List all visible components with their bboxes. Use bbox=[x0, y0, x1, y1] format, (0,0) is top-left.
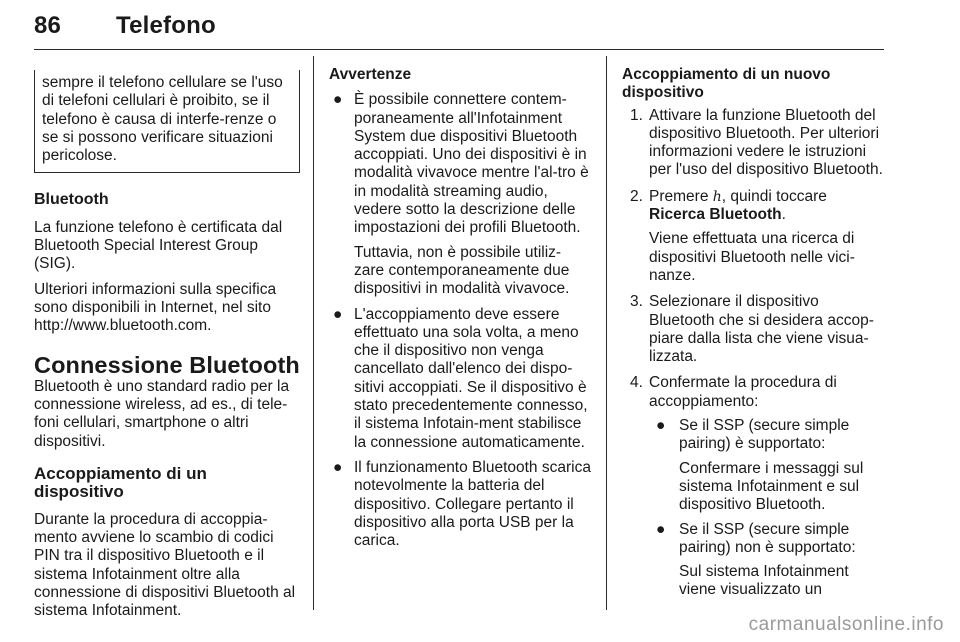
ssp-unsupported-action: Sul sistema Infotainment viene visualizzato un bbox=[679, 563, 849, 599]
bluetooth-paragraph-1: La funzione telefono è certificata dal Bluetooth Special Interest Group (SIG). bbox=[34, 218, 283, 273]
bullet-icon: ● bbox=[656, 417, 666, 435]
page-title: Telefono bbox=[116, 12, 216, 39]
new-device-heading: Accoppiamento di un nuovo dispositivo bbox=[622, 66, 831, 102]
connessione-paragraph: Bluetooth è uno standard radio per la connessione wireless, ad es., di tele-foni cellulari, smartphone o altri dispositivi. bbox=[34, 377, 290, 450]
step-2-text bbox=[649, 188, 888, 225]
note-2-text: L'accoppiamento deve essere effettuato una sola volta, a meno che il dispositivo non venga cancellato dall'elenco dei dispo-sitivi accoppiati. Se il dispositivo è stato precedentemente connesso, il sistema Infotain-ment stabilisce la connessione automaticamente. bbox=[354, 305, 588, 451]
step-2-mid: , quindi toccare bbox=[721, 187, 827, 205]
step-4 bbox=[622, 374, 888, 599]
accoppiamento-heading: Accoppiamento di un dispositivo bbox=[34, 464, 207, 502]
step-3 bbox=[622, 293, 888, 366]
column-1 bbox=[34, 70, 300, 627]
step-number: 4. bbox=[630, 374, 643, 392]
warning-text: sempre il telefono cellulare se l'uso di telefoni cellulari è proibito, se il telefono è causa di interfe-renze o se si possono verificare situazioni pericolose. bbox=[42, 74, 283, 165]
bullet-icon: ● bbox=[656, 520, 666, 538]
list-item bbox=[329, 459, 591, 550]
bullet-icon: ● bbox=[333, 91, 343, 109]
step-number: 2. bbox=[630, 187, 643, 205]
note-3-text: Il funzionamento Bluetooth scarica notevolmente la batteria del dispositivo. Collegare pertanto il dispositivo alla porta USB per la carica. bbox=[354, 458, 591, 550]
column-3 bbox=[622, 66, 888, 608]
ssp-supported-action: Confermare i messaggi sul sistema Infotainment e sul dispositivo Bluetooth. bbox=[679, 459, 864, 514]
ssp-supported-text: Se il SSP (secure simple pairing) è supportato: bbox=[679, 417, 850, 453]
notes-label: Avvertenze bbox=[329, 66, 412, 83]
header-rule bbox=[34, 49, 884, 50]
phone-icon: ℎ bbox=[712, 188, 722, 205]
list-item bbox=[329, 306, 591, 452]
step-1 bbox=[622, 107, 888, 180]
bluetooth-paragraph-2: Ulteriori informazioni sulla specifica sono disponibili in Internet, nel sito http://www.bluetooth.com. bbox=[34, 280, 277, 335]
accoppiamento-paragraph: Durante la procedura di accoppia-mento avviene lo scambio di codici PIN tra il dispositivo Bluetooth e il sistema Infotainment oltre alla connessione di dispositivi Bluetooth al sistema Infotainment. bbox=[34, 510, 296, 620]
step-2 bbox=[622, 188, 888, 285]
page-header bbox=[34, 12, 216, 40]
step-2-end: . bbox=[781, 206, 786, 224]
ricerca-bluetooth-label: Ricerca Bluetooth bbox=[649, 206, 782, 224]
list-item bbox=[329, 91, 591, 298]
warning-box bbox=[34, 70, 300, 173]
bullet-icon: ● bbox=[333, 305, 343, 323]
bluetooth-heading: Bluetooth bbox=[34, 191, 109, 209]
step-number: 1. bbox=[630, 106, 643, 124]
list-item bbox=[649, 521, 888, 600]
note-1-text-2: Tuttavia, non è possibile utiliz-zare contemporaneamente due dispositivi in modalità vivavoce. bbox=[354, 243, 570, 298]
page-number: 86 bbox=[34, 12, 62, 39]
column-divider-2 bbox=[606, 56, 607, 610]
note-1-text: È possibile connettere contem-poraneamente all'Infotainment System due dispositivi Bluetooth accoppiati. Uno dei dispositivi è in modalità vivavoce mentre l'al-tro è in modalità streaming audio, vedere sotto la descrizione delle impostazioni dei profili Bluetooth. bbox=[354, 91, 589, 237]
list-item bbox=[649, 417, 888, 514]
watermark: carmanualsonline.info bbox=[748, 614, 944, 635]
connessione-heading: Connessione Bluetooth bbox=[34, 351, 300, 378]
column-2 bbox=[329, 66, 591, 557]
bullet-icon: ● bbox=[333, 458, 343, 476]
step-2-pre: Premere bbox=[649, 187, 713, 205]
step-3-text: Selezionare il dispositivo Bluetooth che si desidera accop-piare dalla lista che viene visua-lizzata. bbox=[649, 293, 874, 366]
step-1-text: Attivare la funzione Bluetooth del dispositivo Bluetooth. Per ulteriori informazioni vedere le istruzioni per l'uso del dispositivo Bluetooth. bbox=[649, 106, 883, 179]
step-4-text: Confermate la procedura di accoppiamento: bbox=[649, 374, 837, 410]
step-number: 3. bbox=[630, 293, 643, 311]
ssp-unsupported-text: Se il SSP (secure simple pairing) non è supportato: bbox=[679, 520, 856, 556]
step-2-result: Viene effettuata una ricerca di dispositivi Bluetooth nelle vici-nanze. bbox=[649, 230, 855, 284]
column-divider-1 bbox=[313, 56, 314, 610]
